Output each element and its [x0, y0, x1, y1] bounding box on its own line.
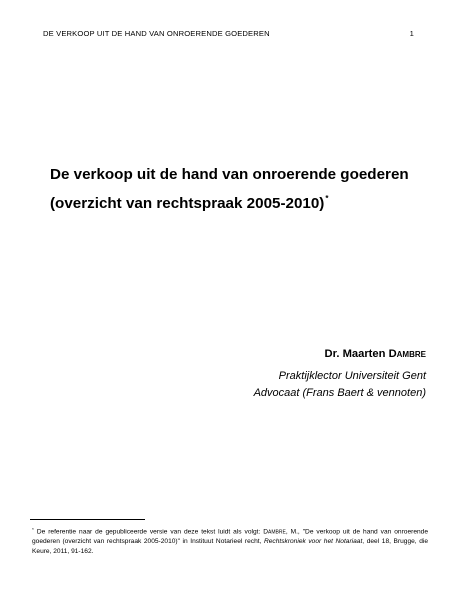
author-name — [126, 346, 426, 362]
author-block — [126, 346, 426, 402]
author-affiliation-lawfirm: Advocaat (Frans Baert & vennoten) — [253, 387, 426, 399]
page-number: 1 — [409, 29, 414, 38]
footnote-divider — [30, 519, 145, 520]
title-line-1: De verkoop uit de hand van onroerende goederen — [50, 166, 409, 183]
author-surname: Dambre — [388, 348, 426, 360]
footnote-text-b: , M., "De verkoop uit de hand van onroerende goederen (overzicht van rechtspraak 2005-2010)" in Instituut Notarieel recht, — [32, 528, 428, 546]
footnote-journal: Rechtskroniek voor het Notariaat — [264, 538, 363, 546]
footnote-text-c: , deel 18, Brugge, die Keure, 2011, 91-162. — [32, 538, 429, 555]
title-line-2-wrap — [50, 187, 440, 216]
author-name-prefix: Dr. Maarten — [324, 348, 389, 360]
footnote-author: Dambre — [263, 528, 286, 536]
running-header — [43, 29, 414, 38]
running-header-title: DE VERKOOP UIT DE HAND VAN ONROERENDE GOEDEREN — [43, 29, 270, 38]
document-title — [50, 163, 440, 216]
footnote-text-a: De referentie naar de gepubliceerde versie van deze tekst luidt als volgt: — [33, 528, 264, 536]
footnote — [32, 526, 428, 556]
author-affiliation-university: Praktijklector Universiteit Gent — [278, 370, 426, 382]
title-footnote-mark: * — [325, 194, 329, 203]
footnote-mark: * — [32, 528, 34, 533]
title-line-2: (overzicht van rechtspraak 2005-2010) — [50, 195, 325, 212]
